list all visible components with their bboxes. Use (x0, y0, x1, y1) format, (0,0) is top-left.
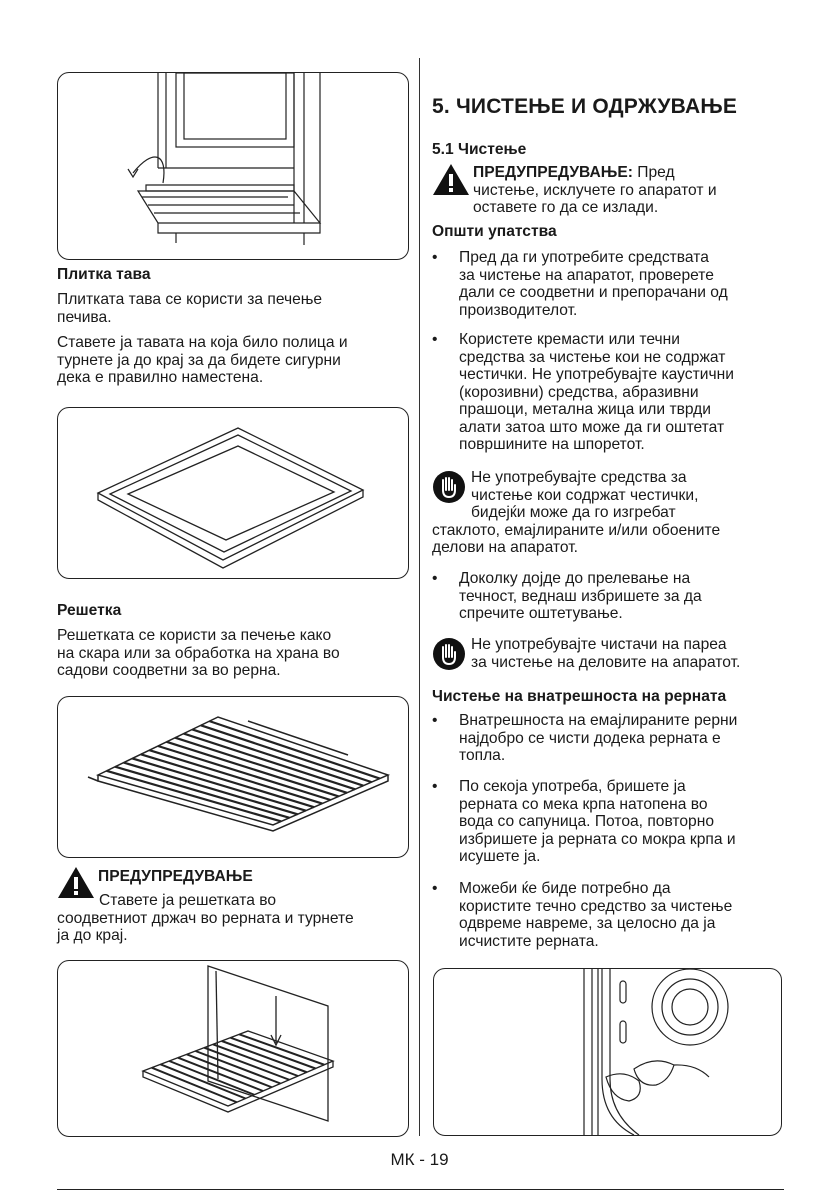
note-particles: Не употребувајте средства за чистење кои содржат честички, бидејќи може да го изгребат стаклото, емајлираните и/или обоените делови на апаратот. (432, 469, 721, 556)
left-warning-title: ПРЕДУПРЕДУВАЊЕ (98, 868, 253, 885)
page-number: МК - 19 (390, 1150, 449, 1169)
figure-inserting-grid (57, 960, 409, 1137)
bullet-item: • По секоја употреба, бришете ја рерната со мека крпа натопена во вода со сапуница. Потоа, повторно избришете ја рерната со мокра крпа и исушете ја. (432, 778, 736, 866)
hand-stop-icon (432, 637, 466, 671)
shallow-tray-heading: Плитка тава (57, 266, 151, 283)
general-heading: Општи упатства (432, 223, 557, 240)
oven-grid-illustration (58, 697, 408, 857)
left-warning-text: Ставете ја решетката во соодветниот држач во рерната и турнете ја до крај. (57, 892, 354, 944)
section-title: 5. ЧИСТЕЊЕ И ОДРЖУВАЊЕ (432, 95, 738, 118)
shallow-tray-illustration (58, 408, 408, 578)
warning-icon (432, 163, 470, 196)
figure-cleaning-oven (433, 968, 782, 1136)
bullet-item: • Внатрешноста на емајлираните рерни најдобро се чисти додека рерната е топла. (432, 712, 737, 765)
grid-heading: Решетка (57, 602, 122, 619)
figure-shallow-tray (57, 407, 409, 579)
note-steam: Не употребувајте чистачи на пареа за чистење на деловите на апаратот. (471, 636, 741, 671)
figure-oven-grid (57, 696, 409, 858)
grid-text: Решетката се користи за печење како на скара или за обработка на храна во садови соодветни за во рерна. (57, 627, 340, 679)
subsection-title: 5.1 Чистење (432, 141, 527, 158)
bullet-item: • Можеби ќе биде потребно да користите течно средство за чистење одвреме навреме, за целосно да ја исчистите рерната. (432, 880, 732, 950)
right-warning: ПРЕДУПРЕДУВАЊЕ: Пред чистење, исклучете го апаратот и оставете го да се излади. (473, 164, 717, 216)
footer-rule (57, 1189, 784, 1190)
shallow-tray-text-2: Ставете ја тавата на која било полица и турнете ја до крај за да бидете сигурни дека е правилно наместена. (57, 334, 348, 386)
figure-storage-drawer (57, 72, 409, 260)
inside-heading: Чистење на внатрешноста на рерната (432, 688, 727, 705)
bullet-item: • Користете кремасти или течни средства за чистење кои не содржат честички. Не употребувајте каустични (корозивни) средства, абразивни прашоци, метална жица или тврди алати затоа што може да ги оштетат површините на шпоретот. (432, 331, 734, 454)
shallow-tray-text-1: Плитката тава се користи за печење печива. (57, 291, 323, 326)
cleaning-oven-illustration (434, 969, 781, 1135)
bullet-item: • Доколку дојде до прелевање на течност, веднаш избришете за да спречите оштетување. (432, 570, 702, 623)
storage-drawer-illustration (58, 73, 408, 259)
column-divider (419, 58, 420, 1136)
bullet-item: • Пред да ги употребите средствата за чистење на апаратот, проверете дали се соодветни и препорачани од производителот. (432, 249, 728, 319)
inserting-grid-illustration (58, 961, 408, 1136)
